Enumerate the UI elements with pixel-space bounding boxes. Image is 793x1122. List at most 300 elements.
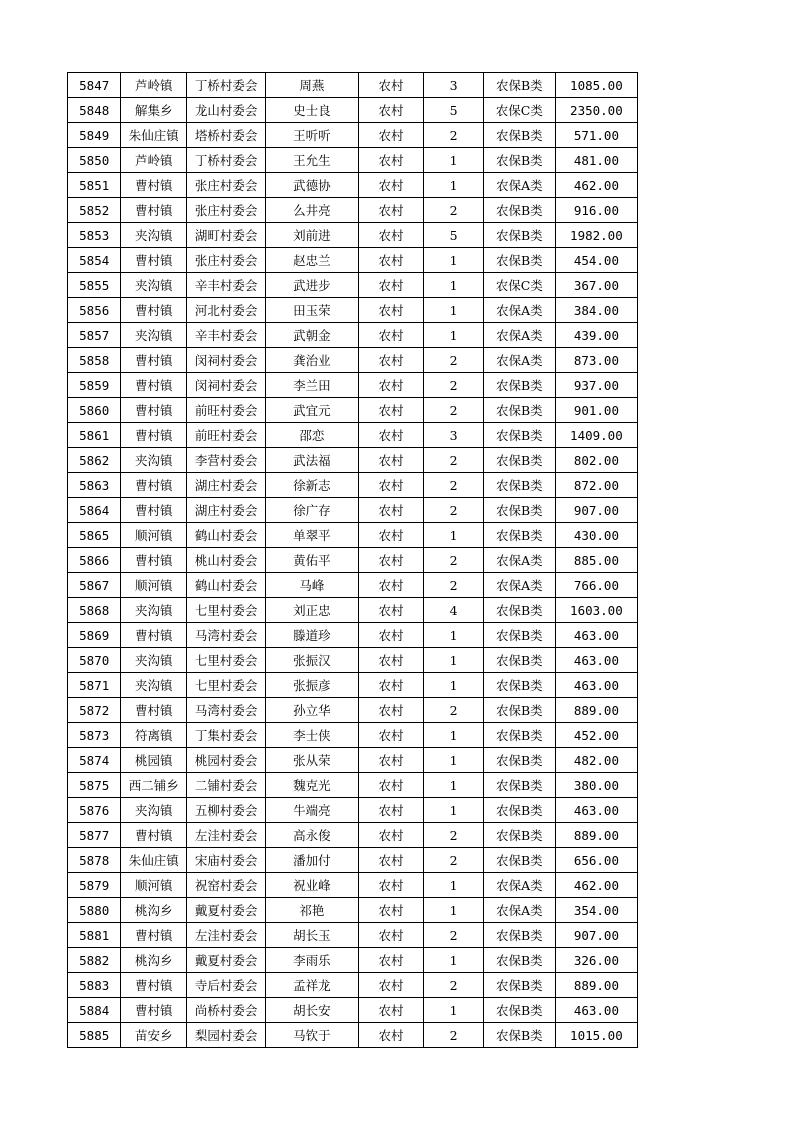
town-cell: 芦岭镇 bbox=[121, 73, 187, 98]
household-count-cell: 2 bbox=[424, 398, 484, 423]
amount-cell: 1015.00 bbox=[555, 1023, 637, 1048]
table-row bbox=[68, 898, 638, 923]
amount-cell: 481.00 bbox=[555, 148, 637, 173]
table-row bbox=[68, 873, 638, 898]
amount-cell: 571.00 bbox=[555, 123, 637, 148]
village-committee-cell: 七里村委会 bbox=[187, 648, 266, 673]
village-committee-cell: 左洼村委会 bbox=[187, 923, 266, 948]
town-cell: 夹沟镇 bbox=[121, 673, 187, 698]
household-count-cell: 5 bbox=[424, 223, 484, 248]
insurance-class-cell: 农保B类 bbox=[483, 998, 555, 1023]
insurance-class-cell: 农保B类 bbox=[483, 148, 555, 173]
town-cell: 曹村镇 bbox=[121, 198, 187, 223]
record-id-cell: 5874 bbox=[68, 748, 121, 773]
insurance-class-cell: 农保B类 bbox=[483, 223, 555, 248]
record-id-cell: 5863 bbox=[68, 473, 121, 498]
name-cell: 田玉荣 bbox=[266, 298, 358, 323]
amount-cell: 326.00 bbox=[555, 948, 637, 973]
amount-cell: 1085.00 bbox=[555, 73, 637, 98]
record-id-cell: 5867 bbox=[68, 573, 121, 598]
record-id-cell: 5871 bbox=[68, 673, 121, 698]
table-row bbox=[68, 623, 638, 648]
table-row bbox=[68, 648, 638, 673]
household-count-cell: 2 bbox=[424, 448, 484, 473]
insurance-class-cell: 农保B类 bbox=[483, 373, 555, 398]
village-committee-cell: 闵祠村委会 bbox=[187, 373, 266, 398]
household-count-cell: 1 bbox=[424, 173, 484, 198]
area-type-cell: 农村 bbox=[358, 773, 424, 798]
area-type-cell: 农村 bbox=[358, 173, 424, 198]
amount-cell: 937.00 bbox=[555, 373, 637, 398]
village-committee-cell: 桃园村委会 bbox=[187, 748, 266, 773]
household-count-cell: 2 bbox=[424, 573, 484, 598]
table-row bbox=[68, 673, 638, 698]
area-type-cell: 农村 bbox=[358, 548, 424, 573]
insurance-class-cell: 农保B类 bbox=[483, 723, 555, 748]
table-row bbox=[68, 773, 638, 798]
name-cell: 李士侠 bbox=[266, 723, 358, 748]
town-cell: 苗安乡 bbox=[121, 1023, 187, 1048]
area-type-cell: 农村 bbox=[358, 673, 424, 698]
household-count-cell: 3 bbox=[424, 423, 484, 448]
table-row bbox=[68, 973, 638, 998]
insurance-class-cell: 农保B类 bbox=[483, 448, 555, 473]
record-id-cell: 5861 bbox=[68, 423, 121, 448]
insurance-class-cell: 农保B类 bbox=[483, 823, 555, 848]
amount-cell: 367.00 bbox=[555, 273, 637, 298]
town-cell: 夹沟镇 bbox=[121, 648, 187, 673]
town-cell: 芦岭镇 bbox=[121, 148, 187, 173]
insurance-class-cell: 农保A类 bbox=[483, 323, 555, 348]
town-cell: 曹村镇 bbox=[121, 973, 187, 998]
amount-cell: 463.00 bbox=[555, 623, 637, 648]
name-cell: 潘加付 bbox=[266, 848, 358, 873]
amount-cell: 889.00 bbox=[555, 973, 637, 998]
table-row bbox=[68, 348, 638, 373]
amount-cell: 463.00 bbox=[555, 673, 637, 698]
record-id-cell: 5881 bbox=[68, 923, 121, 948]
village-committee-cell: 二铺村委会 bbox=[187, 773, 266, 798]
household-count-cell: 2 bbox=[424, 848, 484, 873]
area-type-cell: 农村 bbox=[358, 323, 424, 348]
area-type-cell: 农村 bbox=[358, 648, 424, 673]
name-cell: 武德协 bbox=[266, 173, 358, 198]
town-cell: 顺河镇 bbox=[121, 573, 187, 598]
insurance-class-cell: 农保A类 bbox=[483, 573, 555, 598]
table-row bbox=[68, 598, 638, 623]
amount-cell: 2350.00 bbox=[555, 98, 637, 123]
town-cell: 桃沟乡 bbox=[121, 898, 187, 923]
village-committee-cell: 五柳村委会 bbox=[187, 798, 266, 823]
record-id-cell: 5859 bbox=[68, 373, 121, 398]
area-type-cell: 农村 bbox=[358, 573, 424, 598]
table-row bbox=[68, 948, 638, 973]
amount-cell: 901.00 bbox=[555, 398, 637, 423]
area-type-cell: 农村 bbox=[358, 123, 424, 148]
amount-cell: 916.00 bbox=[555, 198, 637, 223]
village-committee-cell: 河北村委会 bbox=[187, 298, 266, 323]
table-row bbox=[68, 823, 638, 848]
name-cell: 马钦于 bbox=[266, 1023, 358, 1048]
village-committee-cell: 辛丰村委会 bbox=[187, 273, 266, 298]
area-type-cell: 农村 bbox=[358, 1023, 424, 1048]
village-committee-cell: 戴夏村委会 bbox=[187, 948, 266, 973]
village-committee-cell: 桃山村委会 bbox=[187, 548, 266, 573]
village-committee-cell: 梨园村委会 bbox=[187, 1023, 266, 1048]
village-committee-cell: 鹤山村委会 bbox=[187, 573, 266, 598]
insurance-class-cell: 农保B类 bbox=[483, 498, 555, 523]
record-id-cell: 5870 bbox=[68, 648, 121, 673]
household-count-cell: 1 bbox=[424, 323, 484, 348]
amount-cell: 889.00 bbox=[555, 698, 637, 723]
village-committee-cell: 丁桥村委会 bbox=[187, 73, 266, 98]
amount-cell: 380.00 bbox=[555, 773, 637, 798]
town-cell: 夹沟镇 bbox=[121, 598, 187, 623]
area-type-cell: 农村 bbox=[358, 948, 424, 973]
insurance-class-cell: 农保B类 bbox=[483, 948, 555, 973]
area-type-cell: 农村 bbox=[358, 698, 424, 723]
amount-cell: 872.00 bbox=[555, 473, 637, 498]
town-cell: 曹村镇 bbox=[121, 248, 187, 273]
name-cell: 徐新志 bbox=[266, 473, 358, 498]
table-row bbox=[68, 548, 638, 573]
village-committee-cell: 马湾村委会 bbox=[187, 698, 266, 723]
table-row bbox=[68, 323, 638, 348]
table-row bbox=[68, 73, 638, 98]
village-committee-cell: 左洼村委会 bbox=[187, 823, 266, 848]
name-cell: 孟祥龙 bbox=[266, 973, 358, 998]
insurance-class-cell: 农保B类 bbox=[483, 473, 555, 498]
household-count-cell: 2 bbox=[424, 698, 484, 723]
name-cell: 黄佑平 bbox=[266, 548, 358, 573]
town-cell: 曹村镇 bbox=[121, 998, 187, 1023]
area-type-cell: 农村 bbox=[358, 348, 424, 373]
record-id-cell: 5848 bbox=[68, 98, 121, 123]
town-cell: 夹沟镇 bbox=[121, 323, 187, 348]
household-count-cell: 2 bbox=[424, 1023, 484, 1048]
record-id-cell: 5875 bbox=[68, 773, 121, 798]
name-cell: 刘前进 bbox=[266, 223, 358, 248]
table-row bbox=[68, 573, 638, 598]
amount-cell: 907.00 bbox=[555, 923, 637, 948]
insurance-class-cell: 农保B类 bbox=[483, 198, 555, 223]
record-id-cell: 5872 bbox=[68, 698, 121, 723]
insurance-class-cell: 农保B类 bbox=[483, 1023, 555, 1048]
record-id-cell: 5855 bbox=[68, 273, 121, 298]
record-id-cell: 5850 bbox=[68, 148, 121, 173]
household-count-cell: 1 bbox=[424, 773, 484, 798]
household-count-cell: 2 bbox=[424, 498, 484, 523]
amount-cell: 463.00 bbox=[555, 648, 637, 673]
area-type-cell: 农村 bbox=[358, 923, 424, 948]
table-row bbox=[68, 998, 638, 1023]
amount-cell: 1982.00 bbox=[555, 223, 637, 248]
amount-cell: 885.00 bbox=[555, 548, 637, 573]
household-count-cell: 1 bbox=[424, 748, 484, 773]
insurance-class-cell: 农保B类 bbox=[483, 123, 555, 148]
household-count-cell: 1 bbox=[424, 798, 484, 823]
insurance-class-cell: 农保B类 bbox=[483, 798, 555, 823]
household-count-cell: 1 bbox=[424, 673, 484, 698]
town-cell: 曹村镇 bbox=[121, 348, 187, 373]
table-row bbox=[68, 373, 638, 398]
town-cell: 夹沟镇 bbox=[121, 273, 187, 298]
amount-cell: 384.00 bbox=[555, 298, 637, 323]
household-count-cell: 2 bbox=[424, 548, 484, 573]
insurance-class-cell: 农保B类 bbox=[483, 248, 555, 273]
area-type-cell: 农村 bbox=[358, 398, 424, 423]
table-row bbox=[68, 698, 638, 723]
town-cell: 解集乡 bbox=[121, 98, 187, 123]
name-cell: 单翠平 bbox=[266, 523, 358, 548]
area-type-cell: 农村 bbox=[358, 248, 424, 273]
name-cell: 周燕 bbox=[266, 73, 358, 98]
record-id-cell: 5878 bbox=[68, 848, 121, 873]
household-count-cell: 1 bbox=[424, 648, 484, 673]
record-id-cell: 5869 bbox=[68, 623, 121, 648]
amount-cell: 354.00 bbox=[555, 898, 637, 923]
name-cell: 李兰田 bbox=[266, 373, 358, 398]
village-committee-cell: 戴夏村委会 bbox=[187, 898, 266, 923]
town-cell: 曹村镇 bbox=[121, 923, 187, 948]
insurance-class-cell: 农保B类 bbox=[483, 648, 555, 673]
name-cell: 祝业峰 bbox=[266, 873, 358, 898]
records-table bbox=[67, 72, 638, 1048]
household-count-cell: 1 bbox=[424, 623, 484, 648]
town-cell: 曹村镇 bbox=[121, 398, 187, 423]
village-committee-cell: 塔桥村委会 bbox=[187, 123, 266, 148]
household-count-cell: 2 bbox=[424, 473, 484, 498]
area-type-cell: 农村 bbox=[358, 898, 424, 923]
amount-cell: 439.00 bbox=[555, 323, 637, 348]
town-cell: 曹村镇 bbox=[121, 623, 187, 648]
area-type-cell: 农村 bbox=[358, 473, 424, 498]
area-type-cell: 农村 bbox=[358, 623, 424, 648]
village-committee-cell: 丁桥村委会 bbox=[187, 148, 266, 173]
name-cell: 张从荣 bbox=[266, 748, 358, 773]
town-cell: 曹村镇 bbox=[121, 298, 187, 323]
table-row bbox=[68, 798, 638, 823]
name-cell: 牛端亮 bbox=[266, 798, 358, 823]
town-cell: 夹沟镇 bbox=[121, 798, 187, 823]
table-row bbox=[68, 298, 638, 323]
village-committee-cell: 祝窑村委会 bbox=[187, 873, 266, 898]
village-committee-cell: 张庄村委会 bbox=[187, 248, 266, 273]
table-row bbox=[68, 748, 638, 773]
name-cell: 李雨乐 bbox=[266, 948, 358, 973]
town-cell: 顺河镇 bbox=[121, 873, 187, 898]
amount-cell: 1409.00 bbox=[555, 423, 637, 448]
table-row bbox=[68, 448, 638, 473]
village-committee-cell: 马湾村委会 bbox=[187, 623, 266, 648]
table-row bbox=[68, 523, 638, 548]
table-row bbox=[68, 498, 638, 523]
record-id-cell: 5860 bbox=[68, 398, 121, 423]
insurance-class-cell: 农保A类 bbox=[483, 348, 555, 373]
household-count-cell: 2 bbox=[424, 198, 484, 223]
insurance-class-cell: 农保A类 bbox=[483, 873, 555, 898]
household-count-cell: 5 bbox=[424, 98, 484, 123]
table-row bbox=[68, 148, 638, 173]
household-count-cell: 1 bbox=[424, 273, 484, 298]
insurance-class-cell: 农保A类 bbox=[483, 548, 555, 573]
household-count-cell: 2 bbox=[424, 373, 484, 398]
record-id-cell: 5877 bbox=[68, 823, 121, 848]
insurance-class-cell: 农保A类 bbox=[483, 298, 555, 323]
record-id-cell: 5851 bbox=[68, 173, 121, 198]
amount-cell: 482.00 bbox=[555, 748, 637, 773]
table-row bbox=[68, 723, 638, 748]
amount-cell: 463.00 bbox=[555, 998, 637, 1023]
village-committee-cell: 龙山村委会 bbox=[187, 98, 266, 123]
village-committee-cell: 丁集村委会 bbox=[187, 723, 266, 748]
area-type-cell: 农村 bbox=[358, 748, 424, 773]
insurance-class-cell: 农保C类 bbox=[483, 98, 555, 123]
village-committee-cell: 鹤山村委会 bbox=[187, 523, 266, 548]
area-type-cell: 农村 bbox=[358, 98, 424, 123]
table-row bbox=[68, 1023, 638, 1048]
table-row bbox=[68, 423, 638, 448]
record-id-cell: 5862 bbox=[68, 448, 121, 473]
town-cell: 曹村镇 bbox=[121, 473, 187, 498]
insurance-class-cell: 农保B类 bbox=[483, 973, 555, 998]
town-cell: 曹村镇 bbox=[121, 498, 187, 523]
area-type-cell: 农村 bbox=[358, 298, 424, 323]
record-id-cell: 5852 bbox=[68, 198, 121, 223]
name-cell: 祁艳 bbox=[266, 898, 358, 923]
town-cell: 朱仙庄镇 bbox=[121, 123, 187, 148]
town-cell: 曹村镇 bbox=[121, 173, 187, 198]
household-count-cell: 2 bbox=[424, 823, 484, 848]
household-count-cell: 1 bbox=[424, 898, 484, 923]
name-cell: 马峰 bbox=[266, 573, 358, 598]
table-row bbox=[68, 98, 638, 123]
village-committee-cell: 闵祠村委会 bbox=[187, 348, 266, 373]
household-count-cell: 4 bbox=[424, 598, 484, 623]
insurance-class-cell: 农保C类 bbox=[483, 273, 555, 298]
village-committee-cell: 辛丰村委会 bbox=[187, 323, 266, 348]
town-cell: 符离镇 bbox=[121, 723, 187, 748]
amount-cell: 907.00 bbox=[555, 498, 637, 523]
amount-cell: 430.00 bbox=[555, 523, 637, 548]
name-cell: 胡长安 bbox=[266, 998, 358, 1023]
area-type-cell: 农村 bbox=[358, 448, 424, 473]
village-committee-cell: 宋庙村委会 bbox=[187, 848, 266, 873]
insurance-class-cell: 农保A类 bbox=[483, 898, 555, 923]
name-cell: 徐广存 bbox=[266, 498, 358, 523]
household-count-cell: 2 bbox=[424, 923, 484, 948]
name-cell: 史士良 bbox=[266, 98, 358, 123]
record-id-cell: 5876 bbox=[68, 798, 121, 823]
area-type-cell: 农村 bbox=[358, 723, 424, 748]
town-cell: 曹村镇 bbox=[121, 373, 187, 398]
insurance-class-cell: 农保B类 bbox=[483, 423, 555, 448]
table-row bbox=[68, 848, 638, 873]
amount-cell: 802.00 bbox=[555, 448, 637, 473]
area-type-cell: 农村 bbox=[358, 848, 424, 873]
village-committee-cell: 前旺村委会 bbox=[187, 423, 266, 448]
household-count-cell: 1 bbox=[424, 948, 484, 973]
table-row bbox=[68, 223, 638, 248]
amount-cell: 873.00 bbox=[555, 348, 637, 373]
record-id-cell: 5858 bbox=[68, 348, 121, 373]
insurance-class-cell: 农保B类 bbox=[483, 73, 555, 98]
table-row bbox=[68, 173, 638, 198]
village-committee-cell: 湖庄村委会 bbox=[187, 498, 266, 523]
name-cell: 高永俊 bbox=[266, 823, 358, 848]
name-cell: 孙立华 bbox=[266, 698, 358, 723]
area-type-cell: 农村 bbox=[358, 973, 424, 998]
village-committee-cell: 七里村委会 bbox=[187, 673, 266, 698]
household-count-cell: 1 bbox=[424, 723, 484, 748]
town-cell: 曹村镇 bbox=[121, 698, 187, 723]
record-id-cell: 5879 bbox=[68, 873, 121, 898]
town-cell: 夹沟镇 bbox=[121, 223, 187, 248]
insurance-class-cell: 农保B类 bbox=[483, 848, 555, 873]
record-id-cell: 5857 bbox=[68, 323, 121, 348]
household-count-cell: 1 bbox=[424, 873, 484, 898]
name-cell: 刘正忠 bbox=[266, 598, 358, 623]
name-cell: 龚治业 bbox=[266, 348, 358, 373]
name-cell: 张振彦 bbox=[266, 673, 358, 698]
household-count-cell: 1 bbox=[424, 148, 484, 173]
town-cell: 桃园镇 bbox=[121, 748, 187, 773]
insurance-class-cell: 农保B类 bbox=[483, 923, 555, 948]
amount-cell: 462.00 bbox=[555, 173, 637, 198]
village-committee-cell: 七里村委会 bbox=[187, 598, 266, 623]
village-committee-cell: 寺后村委会 bbox=[187, 973, 266, 998]
area-type-cell: 农村 bbox=[358, 823, 424, 848]
table-row bbox=[68, 248, 638, 273]
amount-cell: 656.00 bbox=[555, 848, 637, 873]
table-row bbox=[68, 198, 638, 223]
area-type-cell: 农村 bbox=[358, 223, 424, 248]
area-type-cell: 农村 bbox=[358, 423, 424, 448]
name-cell: 张振汉 bbox=[266, 648, 358, 673]
insurance-class-cell: 农保B类 bbox=[483, 748, 555, 773]
insurance-class-cell: 农保B类 bbox=[483, 673, 555, 698]
household-count-cell: 2 bbox=[424, 123, 484, 148]
town-cell: 曹村镇 bbox=[121, 823, 187, 848]
area-type-cell: 农村 bbox=[358, 373, 424, 398]
record-id-cell: 5885 bbox=[68, 1023, 121, 1048]
household-count-cell: 1 bbox=[424, 523, 484, 548]
insurance-class-cell: 农保B类 bbox=[483, 623, 555, 648]
records-table-body bbox=[68, 73, 638, 1048]
village-committee-cell: 湖町村委会 bbox=[187, 223, 266, 248]
name-cell: 王允生 bbox=[266, 148, 358, 173]
amount-cell: 452.00 bbox=[555, 723, 637, 748]
record-id-cell: 5883 bbox=[68, 973, 121, 998]
name-cell: 滕道珍 bbox=[266, 623, 358, 648]
area-type-cell: 农村 bbox=[358, 523, 424, 548]
household-count-cell: 1 bbox=[424, 248, 484, 273]
area-type-cell: 农村 bbox=[358, 73, 424, 98]
household-count-cell: 1 bbox=[424, 298, 484, 323]
record-id-cell: 5854 bbox=[68, 248, 121, 273]
household-count-cell: 3 bbox=[424, 73, 484, 98]
village-committee-cell: 张庄村委会 bbox=[187, 173, 266, 198]
name-cell: 武宜元 bbox=[266, 398, 358, 423]
amount-cell: 1603.00 bbox=[555, 598, 637, 623]
record-id-cell: 5880 bbox=[68, 898, 121, 923]
household-count-cell: 2 bbox=[424, 973, 484, 998]
record-id-cell: 5873 bbox=[68, 723, 121, 748]
insurance-class-cell: 农保B类 bbox=[483, 698, 555, 723]
record-id-cell: 5864 bbox=[68, 498, 121, 523]
household-count-cell: 1 bbox=[424, 998, 484, 1023]
record-id-cell: 5882 bbox=[68, 948, 121, 973]
